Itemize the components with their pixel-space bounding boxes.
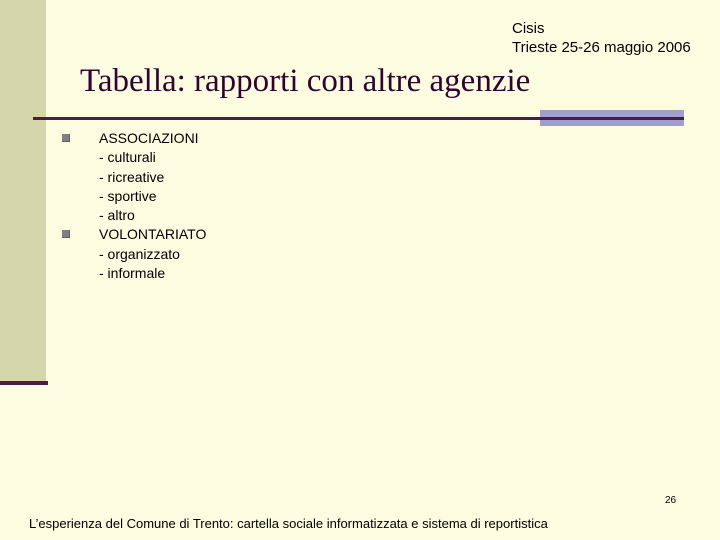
bullet-label: VOLONTARIATO bbox=[99, 226, 207, 243]
square-bullet-icon bbox=[62, 230, 70, 238]
sub-item: - ricreative bbox=[99, 168, 165, 185]
title-rule-accent-line bbox=[540, 117, 684, 120]
square-bullet-icon bbox=[62, 134, 70, 142]
left-band-underline bbox=[0, 381, 48, 385]
slide-title: Tabella: rapporti con altre agenzie bbox=[80, 63, 531, 99]
bullet-volontariato bbox=[62, 225, 206, 283]
sub-item: - organizzato bbox=[99, 245, 180, 262]
sub-item: - culturali bbox=[99, 149, 156, 166]
sub-item: - sportive bbox=[99, 187, 157, 204]
left-decorative-band bbox=[0, 0, 46, 383]
page-number: 26 bbox=[665, 495, 677, 506]
sub-item: - informale bbox=[99, 265, 166, 282]
header-block bbox=[512, 19, 691, 57]
bullet-list bbox=[62, 129, 206, 283]
bullet-label: ASSOCIAZIONI bbox=[99, 130, 199, 146]
sub-item: - altro bbox=[99, 207, 135, 224]
header-org: Cisis bbox=[512, 20, 545, 37]
bullet-associazioni bbox=[62, 129, 206, 225]
footer-text: L’esperienza del Comune di Trento: cartella sociale informatizzata e sistema di reportistica bbox=[29, 516, 548, 531]
header-event: Trieste 25-26 maggio 2006 bbox=[512, 39, 691, 56]
